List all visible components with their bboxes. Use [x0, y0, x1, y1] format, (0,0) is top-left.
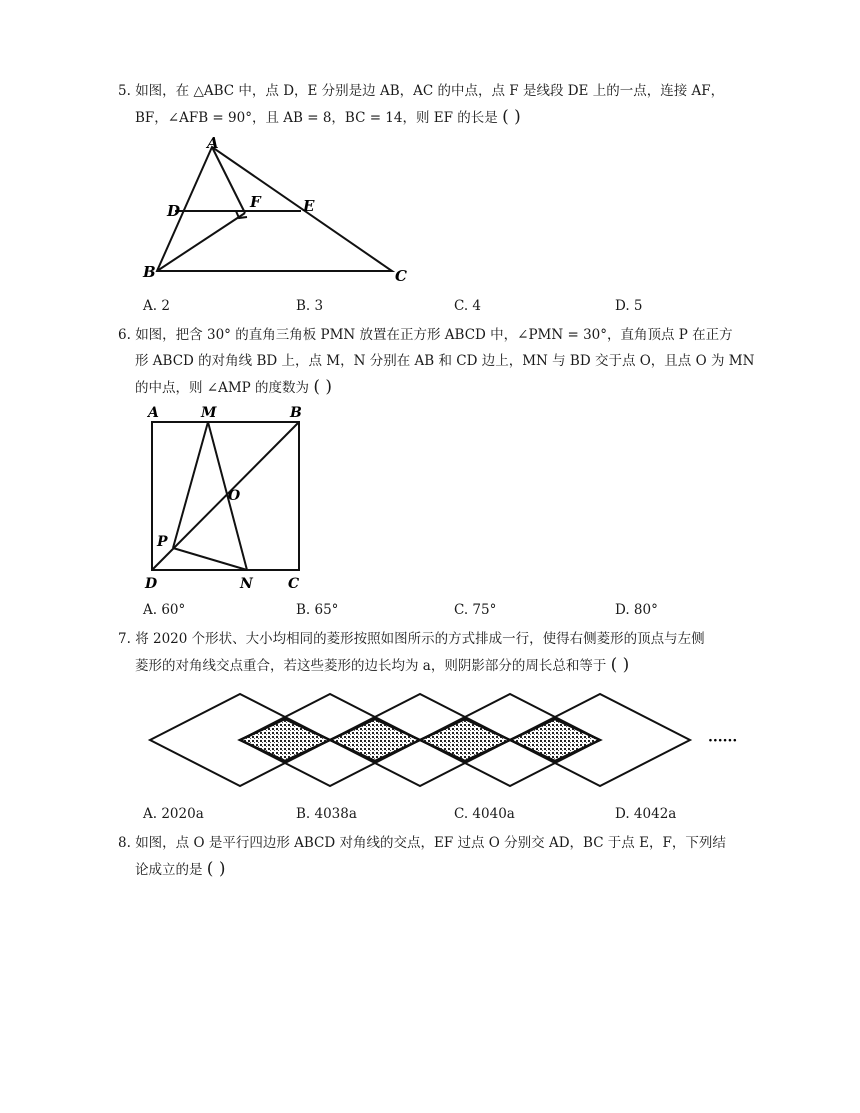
figure-label: A [148, 405, 159, 421]
question-5 [118, 78, 768, 131]
figure-label: D [167, 202, 181, 220]
question-number: 7. [118, 631, 131, 647]
options-6 [143, 602, 783, 622]
figure-label: M [201, 405, 217, 421]
answer-paren: ( ) [206, 859, 226, 879]
figure-label: O [228, 488, 241, 504]
option-a[interactable]: A. 60° [143, 602, 186, 618]
figure-triangle-abc [135, 135, 415, 285]
figure-label: F [250, 193, 261, 211]
figure-label: B [290, 405, 302, 421]
question-number: 5. [118, 83, 131, 99]
figure-label: N [240, 576, 253, 592]
question-text-line: 如图，点 O 是平行四边形 ABCD 对角线的交点，EF 过点 O 分别交 AD，BC 于点 E，F，下列结 [135, 835, 726, 851]
question-text-line: 形 ABCD 的对角线 BD 上，点 M，N 分别在 AB 和 CD 边上，MN 与 BD 交于点 O，且点 O 为 MN [135, 353, 755, 369]
answer-paren: ( ) [502, 107, 521, 127]
option-b[interactable]: B. 4038a [296, 806, 357, 822]
ellipsis: ······ [708, 733, 738, 749]
option-c[interactable]: C. 4 [454, 298, 482, 314]
figure-square-abcd [140, 400, 315, 595]
option-c[interactable]: C. 4040a [454, 806, 515, 822]
question-number: 6. [118, 327, 131, 343]
figure-label: E [303, 197, 315, 215]
question-8 [118, 830, 768, 883]
figure-label: A [207, 135, 219, 152]
figure-label: C [395, 267, 407, 285]
question-6 [118, 322, 768, 401]
figure-label: P [157, 534, 168, 550]
option-b[interactable]: B. 65° [296, 602, 339, 618]
option-c[interactable]: C. 75° [454, 602, 497, 618]
question-text-line: 如图，把含 30° 的直角三角板 PMN 放置在正方形 ABCD 中，∠PMN = 30°，直角顶点 P 在正方 [135, 327, 733, 343]
option-a[interactable]: A. 2020a [143, 806, 204, 822]
figure-label: C [288, 576, 300, 592]
question-text-line: 论成立的是 [135, 862, 203, 878]
figure-rhombus-row [140, 688, 760, 793]
question-text-line: 菱形的对角线交点重合，若这些菱形的边长均为 a，则阴影部分的周长总和等于 [135, 658, 607, 674]
answer-paren: ( ) [313, 377, 333, 397]
options-7 [143, 806, 783, 826]
option-b[interactable]: B. 3 [296, 298, 324, 314]
question-text-line: 如图，在 △ABC 中，点 D，E 分别是边 AB，AC 的中点，点 F 是线段 DE 上的一点，连接 AF， [135, 83, 725, 99]
option-d[interactable]: D. 80° [615, 602, 658, 618]
options-5 [143, 298, 783, 318]
question-text-line: 的中点，则 ∠AMP 的度数为 [135, 380, 310, 396]
figure-label: D [145, 576, 158, 592]
question-text-line: 将 2020 个形状、大小均相同的菱形按照如图所示的方式排成一行，使得右侧菱形的顶点与左侧 [135, 631, 705, 647]
question-number: 8. [118, 835, 131, 851]
figure-label: B [143, 263, 156, 281]
answer-paren: ( ) [610, 655, 630, 675]
option-d[interactable]: D. 5 [615, 298, 643, 314]
option-d[interactable]: D. 4042a [615, 806, 677, 822]
question-text-line: BF，∠AFB = 90°，且 AB = 8，BC = 14，则 EF 的长是 [135, 110, 498, 126]
option-a[interactable]: A. 2 [143, 298, 170, 314]
question-7 [118, 626, 768, 679]
